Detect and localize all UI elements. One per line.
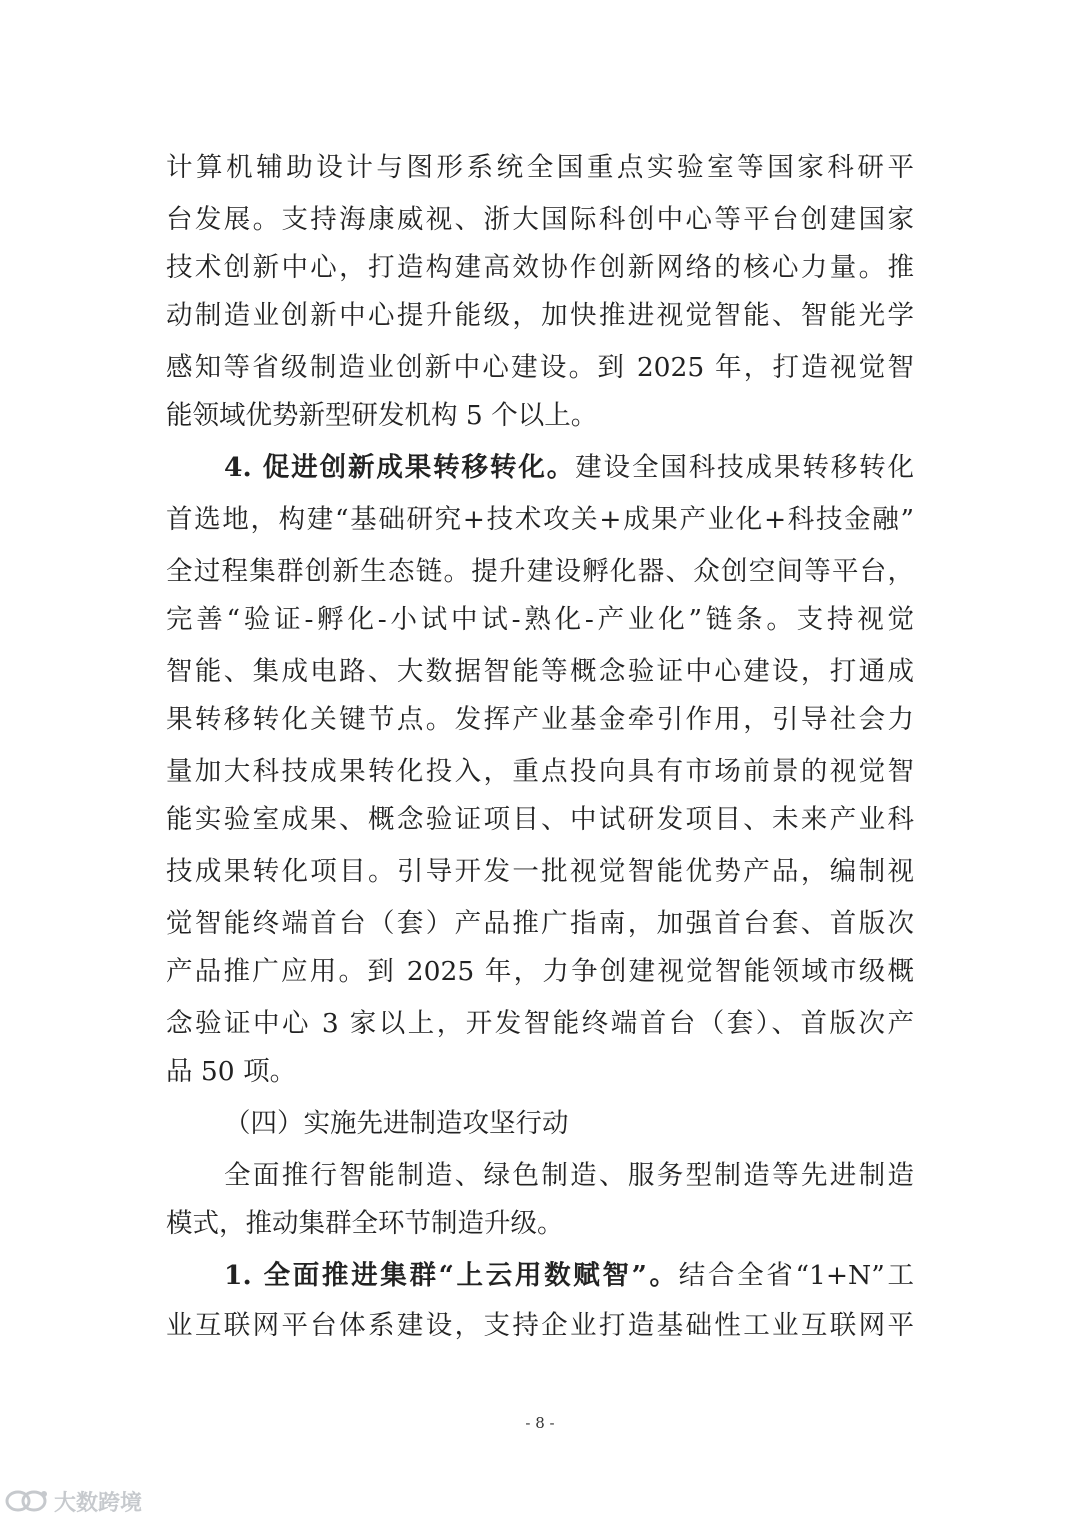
paragraph-text: 结合全省“1+N”工 [678,1260,914,1291]
paragraph-line: 量加大科技成果转化投入，重点投向具有市场前景的视觉智 [166,756,914,787]
subsection-1-first-line [224,1256,914,1296]
subsection-heading-1: 1. 全面推进集群“上云用数赋智”。 [224,1260,679,1291]
paragraph-line: 首选地，构建“基础研究+技术攻关+成果产业化+科技金融” [166,504,914,535]
paragraph-line: 念验证中心 3 家以上，开发智能终端首台（套）、首版次产 [166,1008,914,1039]
paragraph-line: 完善“验证-孵化-小试中试-熟化-产业化”链条。支持视觉 [166,604,914,635]
section-heading-4-part: （四）实施先进制造攻坚行动 [224,1108,569,1139]
watermark-logo-icon [4,1488,50,1514]
paragraph-line: 台发展。支持海康威视、浙大国际科创中心等平台创建国家 [166,204,914,235]
section-heading-4: 4. 促进创新成果转移转化。 [224,452,576,483]
paragraph-line: 技术创新中心，打造构建高效协作创新网络的核心力量。推 [166,252,914,283]
paragraph-line: 觉智能终端首台（套）产品推广指南，加强首台套、首版次 [166,908,914,939]
paragraph-line: 能领域优势新型研发机构 5 个以上。 [166,400,598,431]
paragraph-line: 品 50 项。 [166,1056,297,1087]
page-number: - 8 - [525,1414,555,1432]
paragraph-text: 建设全国科技成果转移转化 [575,452,915,483]
paragraph-line: 全过程集群创新生态链。提升建设孵化器、众创空间等平台， [166,556,914,587]
watermark-text: 大数跨境 [54,1490,143,1516]
paragraph-line: 业互联网平台体系建设，支持企业打造基础性工业互联网平 [166,1310,914,1341]
paragraph-line: 技成果转化项目。引导开发一批视觉智能优势产品，编制视 [166,856,914,887]
paragraph-line: 能实验室成果、概念验证项目、中试研发项目、未来产业科 [166,804,914,835]
paragraph-line: 动制造业创新中心提升能级，加快推进视觉智能、智能光学 [166,300,914,331]
paragraph-line: 智能、集成电路、大数据智能等概念验证中心建设，打通成 [166,656,914,687]
section-4-first-line [224,448,914,488]
paragraph-line: 果转移转化关键节点。发挥产业基金牵引作用，引导社会力 [166,704,914,735]
watermark [4,1486,142,1516]
paragraph-line: 产品推广应用。到 2025 年，力争创建视觉智能领域市级概 [166,956,914,987]
paragraph-line: 感知等省级制造业创新中心建设。到 2025 年，打造视觉智 [166,352,914,383]
paragraph-line: 计算机辅助设计与图形系统全国重点实验室等国家科研平 [166,152,914,183]
paragraph-line: 全面推行智能制造、绿色制造、服务型制造等先进制造 [224,1160,914,1191]
paragraph-line: 模式，推动集群全环节制造升级。 [166,1208,564,1239]
